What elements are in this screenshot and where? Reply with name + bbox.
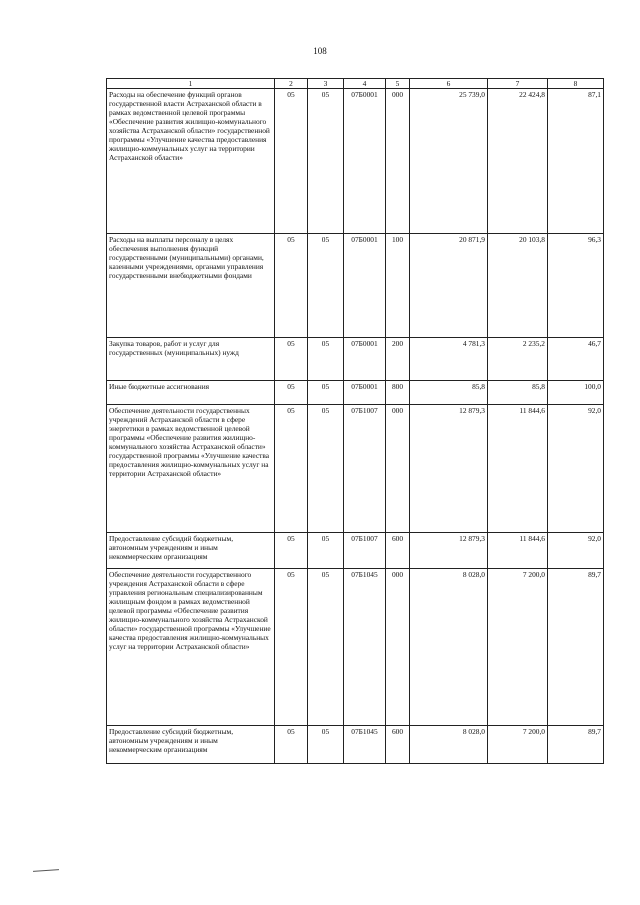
row-subsection-code: 05 (308, 381, 344, 405)
row-planned-amount: 8 028,0 (410, 569, 488, 726)
header-col-1: 1 (107, 79, 275, 89)
row-actual-amount: 85,8 (488, 381, 548, 405)
row-target-code: 07Б0001 (344, 234, 386, 338)
row-execution-percent: 100,0 (548, 381, 604, 405)
row-section-code: 05 (275, 726, 308, 764)
row-actual-amount: 7 200,0 (488, 726, 548, 764)
row-planned-amount: 4 781,3 (410, 338, 488, 381)
table-row (107, 381, 604, 405)
table-row (107, 338, 604, 381)
row-actual-amount: 11 844,6 (488, 533, 548, 569)
table-row (107, 89, 604, 234)
row-target-code: 07Б0001 (344, 89, 386, 234)
row-planned-amount: 12 879,3 (410, 533, 488, 569)
row-target-code: 07Б1045 (344, 569, 386, 726)
row-actual-amount: 20 103,8 (488, 234, 548, 338)
row-expense-type-code: 800 (386, 381, 410, 405)
row-description: Расходы на обеспечение функций органов государственной власти Астраханской области в рамках ведомственной целевой программы «Обеспечение развития жилищно-коммунального хозяйства Астраханской области» государственной программы «Улучшение качества предоставления жилищно-коммунальных услуг на территории Астраханской области» (107, 89, 275, 234)
row-actual-amount: 11 844,6 (488, 405, 548, 533)
row-description: Расходы на выплаты персоналу в целях обеспечения выполнения функций государственными (муниципальными) органами, казенными учреждениями, органами управления государственными внебюджетными фондами (107, 234, 275, 338)
header-col-3: 3 (308, 79, 344, 89)
header-col-6: 6 (410, 79, 488, 89)
row-execution-percent: 96,3 (548, 234, 604, 338)
row-planned-amount: 85,8 (410, 381, 488, 405)
row-subsection-code: 05 (308, 405, 344, 533)
row-expense-type-code: 600 (386, 726, 410, 764)
row-description: Закупка товаров, работ и услуг для государственных (муниципальных) нужд (107, 338, 275, 381)
row-actual-amount: 22 424,8 (488, 89, 548, 234)
row-subsection-code: 05 (308, 726, 344, 764)
row-subsection-code: 05 (308, 234, 344, 338)
row-description: Иные бюджетные ассигнования (107, 381, 275, 405)
row-actual-amount: 7 200,0 (488, 569, 548, 726)
row-planned-amount: 12 879,3 (410, 405, 488, 533)
row-execution-percent: 92,0 (548, 533, 604, 569)
row-target-code: 07Б1007 (344, 533, 386, 569)
row-description: Предоставление субсидий бюджетным, автономным учреждениям и иным некоммерческим организациям (107, 533, 275, 569)
row-expense-type-code: 000 (386, 569, 410, 726)
row-execution-percent: 89,7 (548, 569, 604, 726)
row-target-code: 07Б1045 (344, 726, 386, 764)
row-expense-type-code: 200 (386, 338, 410, 381)
row-section-code: 05 (275, 338, 308, 381)
row-section-code: 05 (275, 405, 308, 533)
row-target-code: 07Б1007 (344, 405, 386, 533)
row-planned-amount: 25 739,0 (410, 89, 488, 234)
table-row (107, 569, 604, 726)
row-subsection-code: 05 (308, 569, 344, 726)
header-col-7: 7 (488, 79, 548, 89)
budget-table (106, 78, 604, 764)
table-row (107, 234, 604, 338)
table-row (107, 533, 604, 569)
row-target-code: 07Б0001 (344, 338, 386, 381)
header-col-4: 4 (344, 79, 386, 89)
row-expense-type-code: 000 (386, 405, 410, 533)
table-row (107, 405, 604, 533)
row-section-code: 05 (275, 533, 308, 569)
row-target-code: 07Б0001 (344, 381, 386, 405)
row-subsection-code: 05 (308, 89, 344, 234)
row-description: Обеспечение деятельности государственного учреждения Астраханской области в сфере управления региональным специализированным жилищным фондом в рамках ведомственной целевой программы «Обеспечение развития жилищно-коммунального хозяйства Астраханской области» государственной программы «Улучшение качества предоставления жилищно-коммунальных услуг на территории Астраханской области» (107, 569, 275, 726)
page-number: 108 (313, 46, 327, 56)
row-expense-type-code: 100 (386, 234, 410, 338)
row-section-code: 05 (275, 234, 308, 338)
scan-mark (33, 869, 59, 872)
row-section-code: 05 (275, 381, 308, 405)
table-header-row (107, 79, 604, 89)
row-description: Предоставление субсидий бюджетным, автономным учреждениям и иным некоммерческим организациям (107, 726, 275, 764)
row-subsection-code: 05 (308, 533, 344, 569)
row-execution-percent: 87,1 (548, 89, 604, 234)
header-col-5: 5 (386, 79, 410, 89)
row-execution-percent: 89,7 (548, 726, 604, 764)
row-section-code: 05 (275, 569, 308, 726)
row-subsection-code: 05 (308, 338, 344, 381)
row-planned-amount: 20 871,9 (410, 234, 488, 338)
row-expense-type-code: 000 (386, 89, 410, 234)
row-planned-amount: 8 028,0 (410, 726, 488, 764)
row-actual-amount: 2 235,2 (488, 338, 548, 381)
header-col-2: 2 (275, 79, 308, 89)
table-row (107, 726, 604, 764)
header-col-8: 8 (548, 79, 604, 89)
row-execution-percent: 46,7 (548, 338, 604, 381)
row-execution-percent: 92,0 (548, 405, 604, 533)
row-section-code: 05 (275, 89, 308, 234)
row-expense-type-code: 600 (386, 533, 410, 569)
row-description: Обеспечение деятельности государственных учреждений Астраханской области в сфере энергетики в рамках ведомственной целевой программы «Обеспечение развития жилищно-коммунального хозяйства Астраханской области» государственной программы «Улучшение качества предоставления жилищно-коммунальных услуг на территории Астраханской области» (107, 405, 275, 533)
